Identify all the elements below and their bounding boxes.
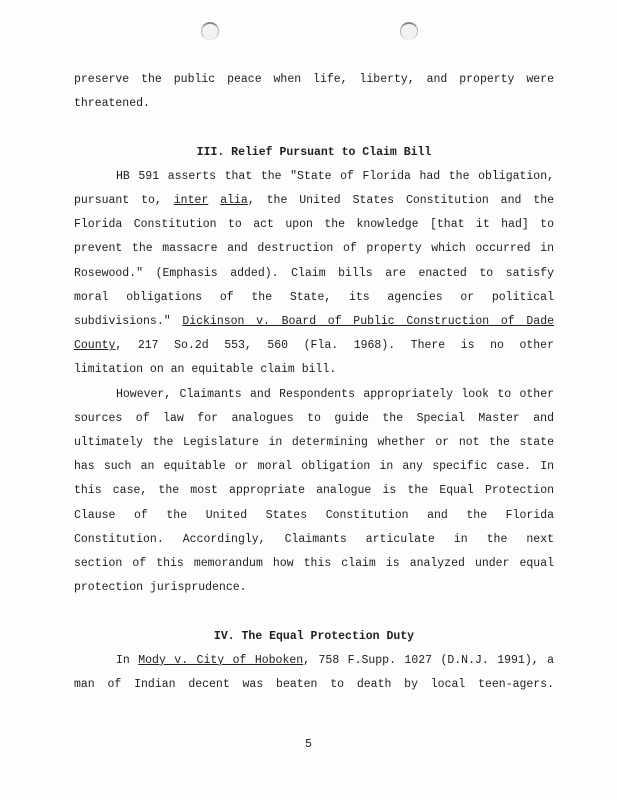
text-segment: prevent the massacre and destruction of property which occurred in <box>74 242 554 256</box>
text-line <box>74 310 554 334</box>
text-line <box>74 334 554 358</box>
text-line <box>74 528 554 552</box>
text-line <box>74 237 554 261</box>
text-segment: preserve the public peace when life, liberty, and property were <box>74 73 554 86</box>
text-segment: Florida Constitution to act upon the knowledge [that it had] to <box>74 218 554 232</box>
text-segment: moral obligations of the State, its agencies or political <box>74 290 554 304</box>
text-line <box>74 262 554 286</box>
text-line <box>74 479 554 503</box>
citation-underlined: Dickinson v. Board of Public Construction of Dade <box>182 315 554 329</box>
section-heading <box>74 625 554 649</box>
page-number: 5 <box>305 738 312 751</box>
text-segment: , 758 F.Supp. 1027 (D.N.J. 1991), a <box>303 653 554 667</box>
text-line <box>74 286 554 310</box>
binder-hole-right <box>400 22 418 40</box>
text-segment: this case, the most appropriate analogue is the Equal Protection <box>74 484 554 498</box>
text-line <box>74 552 554 576</box>
text-segment: Constitution. Accordingly, Claimants articulate in the next <box>74 532 554 546</box>
text-segment: sources of law for analogues to guide the Special Master and <box>74 411 554 425</box>
text-line <box>74 576 554 600</box>
text-segment: threatened. <box>74 97 150 111</box>
text-segment: subdivisions." <box>74 315 183 329</box>
text-segment: section of this memorandum how this claim is analyzed under equal <box>74 557 554 571</box>
text-line <box>74 358 554 382</box>
text-segment: man of Indian decent was beaten to death by local teen-agers. <box>74 678 554 692</box>
text-line <box>74 407 554 431</box>
text-line <box>74 455 554 479</box>
text-segment: HB 591 asserts that the "State of Florida had the obligation, <box>116 169 554 183</box>
text-segment: has such an equitable or moral obligation in any specific case. In <box>74 460 554 474</box>
text-segment: , 217 So.2d 553, 560 (Fla. 1968). There is no other <box>115 339 554 353</box>
text-line <box>74 92 554 116</box>
document-body <box>74 68 554 697</box>
text-line <box>74 165 554 189</box>
text-segment: IV. The Equal Protection Duty <box>213 629 415 643</box>
citation-underlined: Mody v. City of Hoboken <box>138 653 304 667</box>
text-line <box>74 383 554 407</box>
text-line <box>74 649 554 673</box>
binder-hole-left <box>201 22 219 40</box>
text-line <box>74 189 554 213</box>
text-segment: However, Claimants and Respondents appropriately look to other <box>116 387 554 401</box>
text-segment <box>208 194 220 207</box>
text-segment: Rosewood." (Emphasis added). Claim bills are enacted to satisfy <box>74 266 554 280</box>
text-segment: III. Relief Pursuant to Claim Bill <box>196 145 432 159</box>
blank-line <box>74 600 554 624</box>
text-segment: , the United States Constitution and the <box>247 194 555 207</box>
blank-line <box>74 116 554 140</box>
text-segment: limitation on an equitable claim bill. <box>74 363 337 377</box>
text-segment: Clause of the United States Constitution and the Florida <box>74 508 554 522</box>
citation-underlined: alia <box>220 194 248 207</box>
text-line <box>74 504 554 528</box>
section-heading <box>74 141 554 165</box>
text-line <box>74 431 554 455</box>
text-segment: protection jurisprudence. <box>74 581 247 595</box>
text-segment: ultimately the Legislature in determining whether or not the state <box>74 436 554 450</box>
citation-underlined: inter <box>173 194 209 207</box>
text-segment: In <box>116 653 139 667</box>
citation-underlined: County <box>74 339 116 353</box>
text-segment: pursuant to, <box>74 194 174 207</box>
text-line <box>74 673 554 697</box>
text-line <box>74 213 554 237</box>
text-line <box>74 68 554 92</box>
